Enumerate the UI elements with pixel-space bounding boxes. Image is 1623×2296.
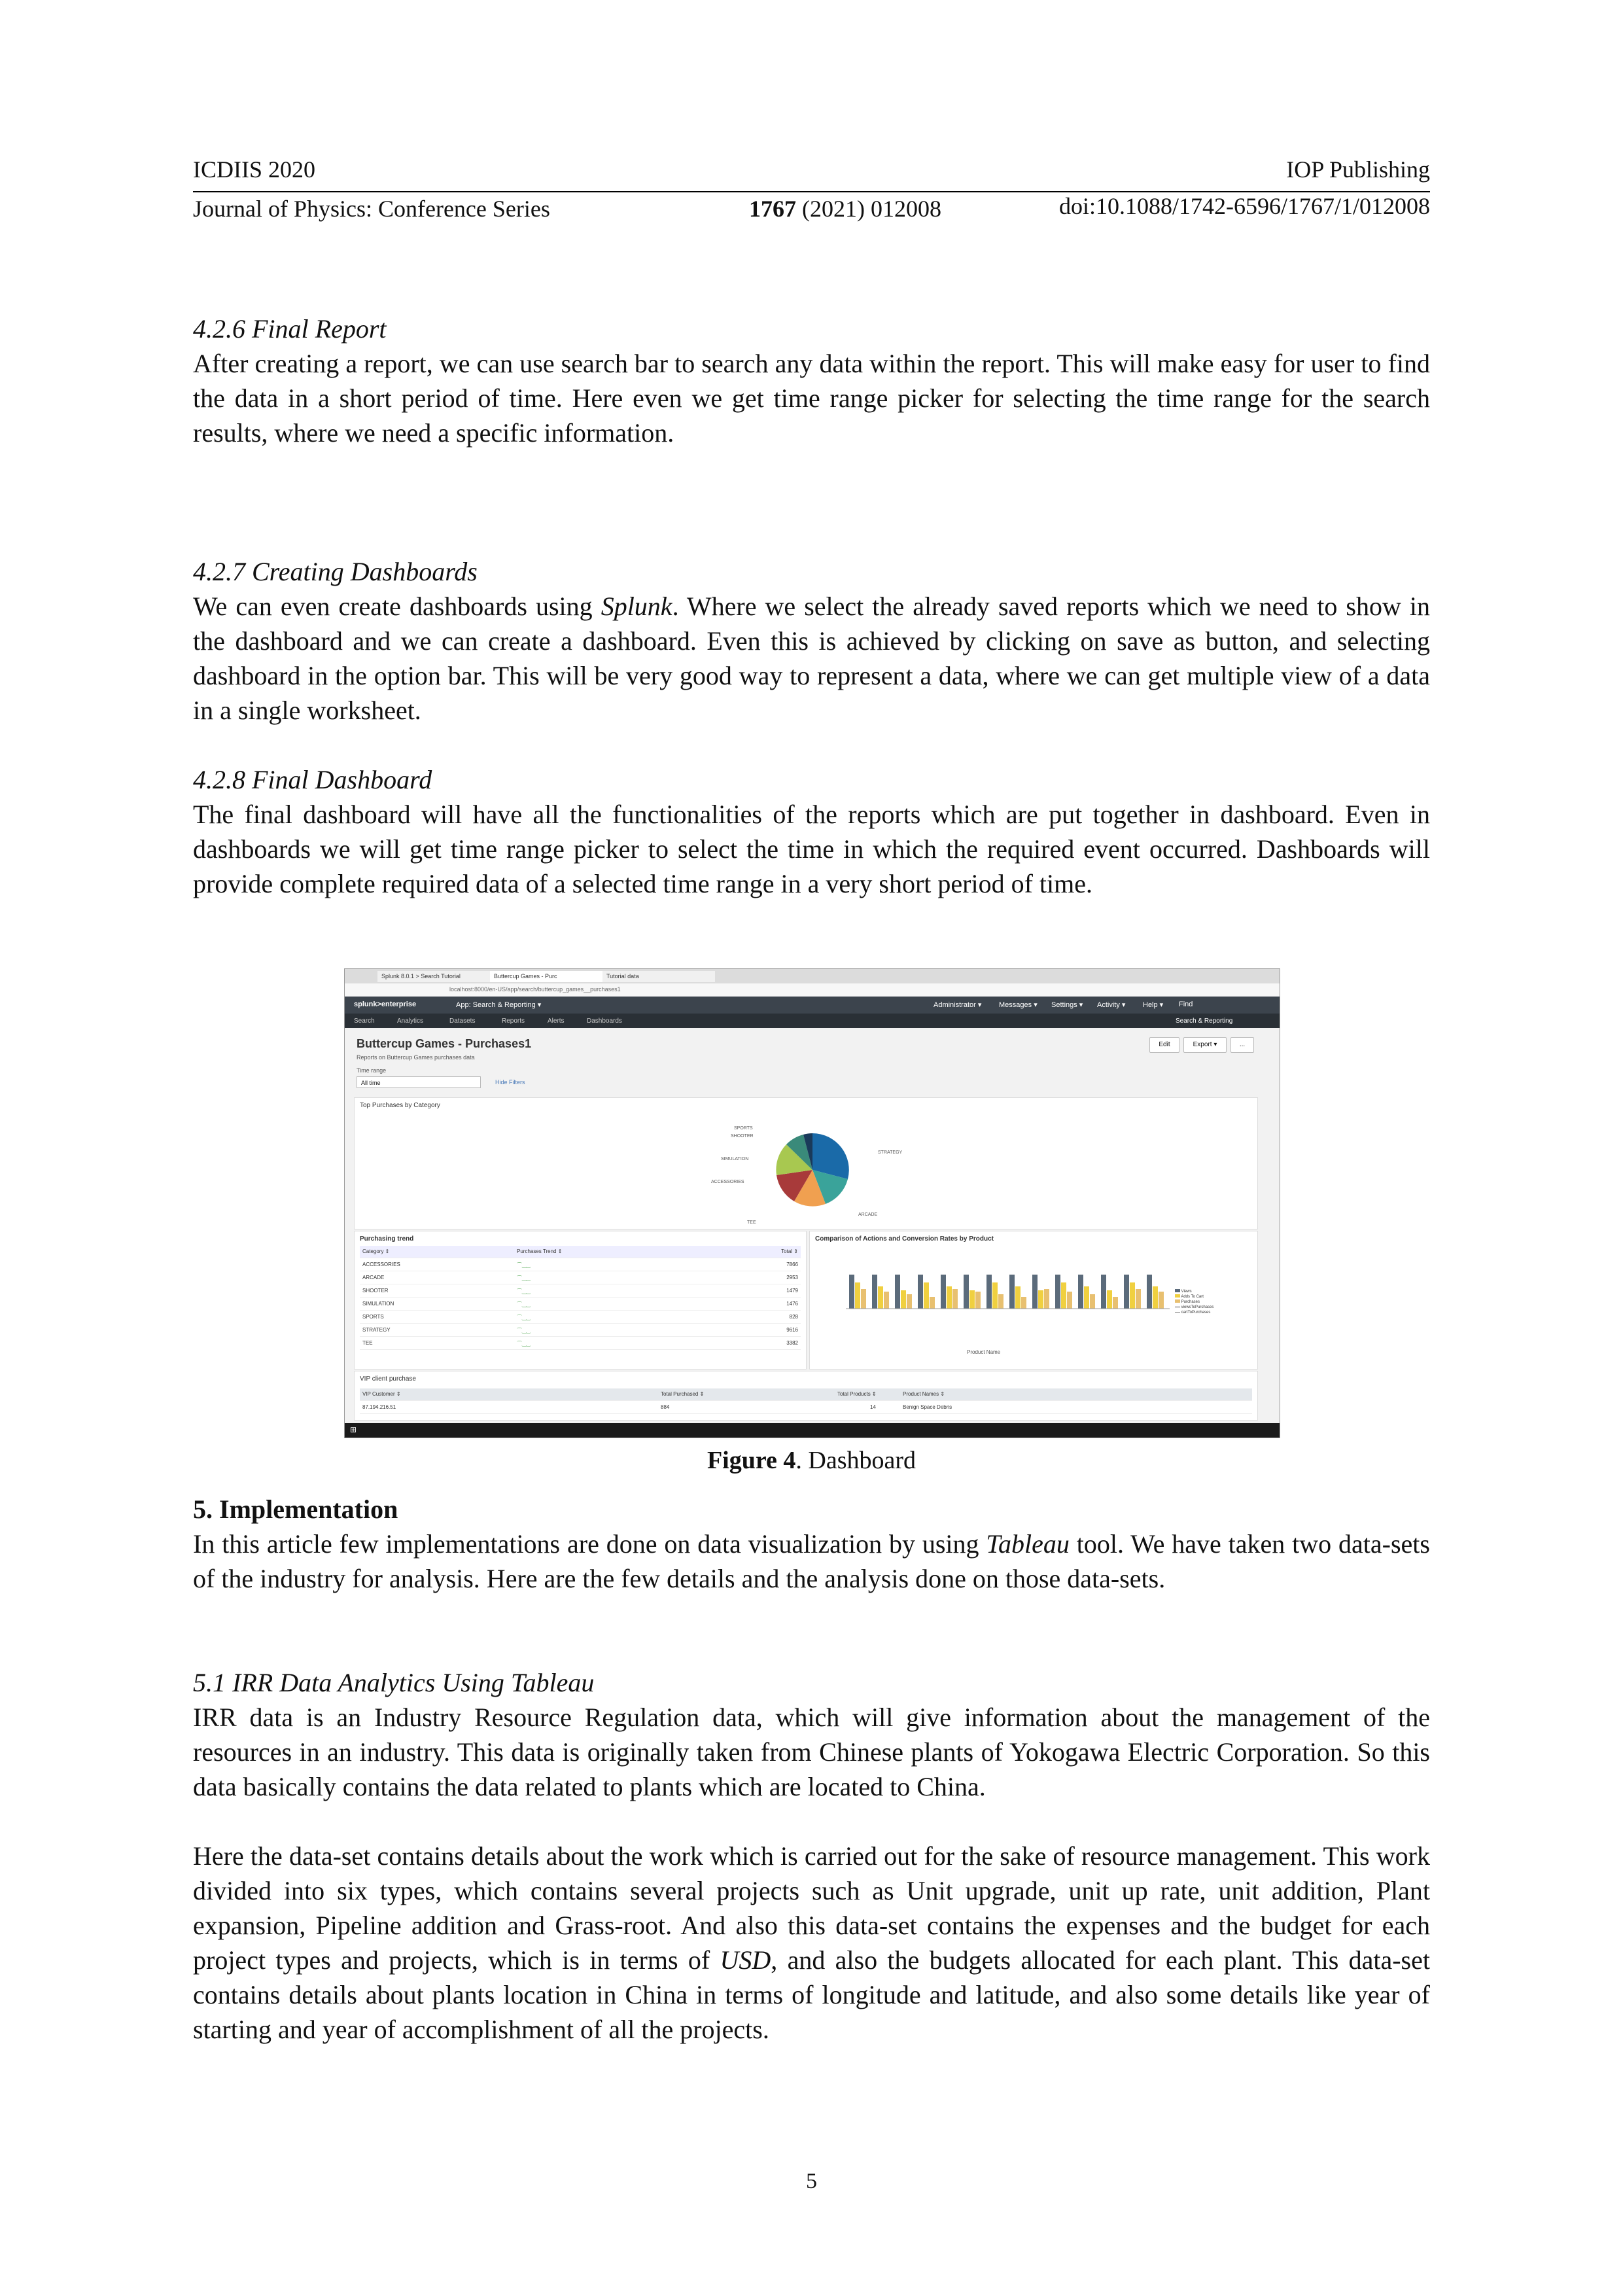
sparkline-icon: ⌒‿‿	[517, 1301, 531, 1307]
bar	[969, 1290, 975, 1309]
admin-menu[interactable]: Administrator ▾	[934, 1001, 982, 1009]
os-taskbar	[345, 1423, 1280, 1438]
pie-label: SIMULATION	[721, 1157, 749, 1161]
panel-title: VIP client purchase	[360, 1375, 416, 1383]
conference-name: ICDIIS 2020	[193, 156, 315, 183]
legend-swatch	[1175, 1299, 1180, 1303]
bar	[947, 1286, 952, 1309]
text-run: . Where we select the already saved reports which we need to show in the dashboard and we can create a dashboard. Even this is achieved by clicking on save as button, and selecting dashboard in the option bar. This will be very good way to represent a data, where we can get multiple view of a data in a single worksheet.	[193, 592, 1430, 725]
text-run: tool. We have taken two data-sets of the industry for analysis. Here are the few details and the analysis done on those data-sets.	[193, 1529, 1430, 1593]
panel-title: Top Purchases by Category	[360, 1102, 440, 1109]
bar	[1130, 1282, 1135, 1309]
legend-item	[1175, 1289, 1213, 1294]
bar	[998, 1294, 1003, 1309]
browser-tab[interactable]: Buttercup Games - Purc	[490, 971, 602, 982]
nav-analytics[interactable]: Analytics	[397, 1017, 424, 1025]
bar	[907, 1294, 912, 1309]
pie-label: SPORTS	[734, 1126, 753, 1131]
bar	[1021, 1297, 1026, 1309]
export-button[interactable]: Export ▾	[1183, 1037, 1227, 1053]
pie-label: STRATEGY	[878, 1150, 903, 1155]
total-cell: 1476	[786, 1301, 798, 1307]
bar	[1101, 1275, 1106, 1309]
table-row	[360, 1337, 801, 1350]
pie-label: ACCESSORIES	[711, 1180, 744, 1184]
address-bar[interactable]	[345, 983, 1280, 997]
pie-label: ARCADE	[858, 1212, 878, 1217]
messages-menu[interactable]: Messages ▾	[999, 1001, 1038, 1009]
total-products-cell: 14	[870, 1404, 876, 1410]
bar	[1078, 1275, 1083, 1309]
column-header[interactable]: Product Names ⇕	[903, 1391, 945, 1397]
dashboard-title: Buttercup Games - Purchases1	[357, 1037, 532, 1050]
column-header[interactable]: VIP Customer ⇕	[362, 1391, 401, 1397]
table-row	[360, 1298, 801, 1311]
bar	[1090, 1294, 1095, 1309]
nav-alerts[interactable]: Alerts	[548, 1017, 565, 1025]
column-header[interactable]: Category ⇕	[362, 1248, 390, 1254]
sparkline-icon: ⌒‿‿	[517, 1288, 531, 1294]
legend-label: Views	[1181, 1290, 1192, 1294]
bar	[1015, 1286, 1021, 1309]
section-4-2-6	[193, 311, 1430, 450]
column-header[interactable]: Purchases Trend ⇕	[517, 1248, 563, 1254]
bar	[1038, 1290, 1043, 1309]
legend-swatch	[1175, 1294, 1180, 1298]
section-4-2-8	[193, 762, 1430, 901]
bar	[1159, 1292, 1164, 1309]
table-row	[360, 1272, 801, 1284]
bar	[1107, 1290, 1112, 1309]
category-cell: ARCADE	[362, 1275, 385, 1280]
bar	[1044, 1289, 1049, 1309]
category-cell: SPORTS	[362, 1314, 384, 1320]
text-run: Here the data-set contains details about the work which is carried out for the sake of resource management. This work divided into six types, which contains several projects such as Unit upgrade, unit up rate, unit addition, Plant expansion, Pipeline addition and Grass-root. And also this data-set contains the expenses and the budget for each project types and projects, which is in terms of	[193, 1841, 1430, 1975]
windows-start-icon[interactable]: ⊞	[350, 1425, 357, 1434]
section-5-1	[193, 1665, 1430, 2047]
table-row	[360, 1285, 801, 1298]
panel-title: Purchasing trend	[360, 1235, 414, 1243]
more-button[interactable]: ...	[1230, 1037, 1254, 1053]
bar	[884, 1292, 889, 1309]
legend-item	[1175, 1294, 1213, 1299]
category-cell: ACCESSORIES	[362, 1262, 400, 1267]
sparkline-icon: ⌒‿‿	[517, 1262, 531, 1268]
bar	[952, 1289, 958, 1309]
paragraph: After creating a report, we can use search bar to search any data within the report. This will make easy for user to find the data in a short period of time. Here even we get time range picker for selecting the time range for the search results, where we need a specific information.	[193, 349, 1430, 448]
column-header[interactable]: Total Products ⇕	[837, 1391, 877, 1397]
emphasis: USD	[720, 1945, 771, 1975]
time-range-picker[interactable]: All time	[357, 1076, 481, 1088]
running-header-top	[193, 156, 1430, 185]
x-axis-label: Product Name	[967, 1349, 1001, 1355]
total-cell: 3382	[786, 1340, 798, 1346]
trend-panel	[354, 1231, 807, 1369]
pie-panel	[354, 1097, 1258, 1229]
time-range-label: Time range	[357, 1067, 387, 1074]
table-header	[360, 1388, 1252, 1401]
text-run: We can even create dashboards using	[193, 592, 601, 621]
section-title: 4.2.7 Creating Dashboards	[193, 557, 478, 586]
bar	[992, 1282, 998, 1309]
bar	[1136, 1289, 1141, 1309]
total-cell: 7866	[786, 1262, 798, 1267]
sparkline-icon: ⌒‿‿	[517, 1328, 531, 1333]
splunk-top-bar	[345, 997, 1280, 1014]
legend-label: Adds To Cart	[1181, 1295, 1204, 1299]
app-menu[interactable]: App: Search & Reporting ▾	[456, 1001, 542, 1009]
edit-button[interactable]: Edit	[1149, 1037, 1179, 1053]
section-title: 5.1 IRR Data Analytics Using Tableau	[193, 1668, 595, 1697]
emphasis: Splunk	[601, 592, 672, 621]
paragraph	[193, 1839, 1430, 2047]
bar	[901, 1290, 906, 1309]
bar	[1009, 1275, 1015, 1309]
sparkline-icon: ⌒‿‿	[517, 1315, 531, 1320]
total-cell: 1479	[786, 1288, 798, 1294]
section-4-2-7	[193, 554, 1430, 728]
settings-menu[interactable]: Settings ▾	[1051, 1001, 1083, 1009]
pie-label: SHOOTER	[731, 1134, 754, 1139]
bar	[849, 1275, 854, 1309]
url-text: localhost:8000/en-US/app/search/buttercup_games__purchases1	[449, 986, 621, 993]
app-nav-bar	[345, 1014, 1280, 1028]
legend-label: Purchases	[1181, 1300, 1200, 1304]
table-row	[360, 1324, 801, 1337]
nav-datasets[interactable]: Datasets	[449, 1017, 476, 1025]
bar	[861, 1289, 866, 1309]
total-cell: 9616	[786, 1327, 798, 1333]
paragraph	[193, 1527, 1430, 1596]
bar	[872, 1275, 877, 1309]
bar	[878, 1286, 883, 1309]
legend-swatch	[1175, 1289, 1180, 1292]
dashboard-screenshot	[344, 968, 1280, 1438]
paragraph: IRR data is an Industry Resource Regulation data, which will give information about the management of the resources in an industry. This data is originally taken from Chinese plants of Yokogawa Electric Corporation. So this data basically contains the data related to plants which are located to China.	[193, 1703, 1430, 1801]
doi: doi:10.1088/1742-6596/1767/1/012008	[1059, 193, 1430, 219]
paragraph	[193, 589, 1430, 728]
publisher-name: IOP Publishing	[1286, 156, 1430, 183]
section-5	[193, 1492, 1430, 1596]
section-title: 4.2.8 Final Dashboard	[193, 765, 432, 794]
year-article: (2021) 012008	[802, 196, 941, 222]
legend-item	[1175, 1305, 1213, 1310]
activity-menu[interactable]: Activity ▾	[1097, 1001, 1126, 1009]
legend-item	[1175, 1299, 1213, 1305]
page-number: 5	[806, 2169, 817, 2193]
nav-reports[interactable]: Reports	[502, 1017, 525, 1025]
bar	[918, 1275, 923, 1309]
paragraph: The final dashboard will have all the functionalities of the reports which are put together in dashboard. Even in dashboards we will get time range picker to select the time in which the required event occurred. Dashboards will provide complete required data of a selected time range in a very short period of time.	[193, 800, 1430, 898]
table-row	[360, 1311, 801, 1324]
vip-customer-cell: 87.194.216.51	[362, 1404, 396, 1410]
column-header[interactable]: Total ⇕	[781, 1248, 798, 1254]
help-menu[interactable]: Help ▾	[1143, 1001, 1164, 1009]
section-title: 5. Implementation	[193, 1494, 398, 1524]
hide-filters-link[interactable]: Hide Filters	[495, 1079, 525, 1086]
column-header[interactable]: Total Purchased ⇕	[661, 1391, 705, 1397]
bar	[1124, 1275, 1129, 1309]
pie-chart	[355, 1098, 1257, 1229]
text-run: , and also the budgets allocated for each plant. This data-set contains details about plants location in China in terms of longitude and latitude, and also some details like year of starting and year of accomplishment of all the projects.	[193, 1945, 1430, 2044]
legend-label: viewsToPurchases	[1181, 1305, 1214, 1309]
bar	[941, 1275, 946, 1309]
legend-item	[1175, 1310, 1213, 1315]
product-names-cell: Benign Space Debris	[903, 1404, 952, 1410]
bar	[1067, 1292, 1072, 1309]
bar	[930, 1297, 935, 1309]
nav-dashboards[interactable]: Dashboards	[587, 1017, 622, 1025]
caption-label: Figure 4	[707, 1447, 796, 1474]
find-field[interactable]: Find	[1179, 1000, 1193, 1008]
sparkline-icon: ⌒‿‿	[517, 1275, 531, 1281]
vip-panel	[354, 1371, 1258, 1421]
bar	[1147, 1275, 1152, 1309]
browser-tab[interactable]: Splunk 8.0.1 > Search Tutorial	[377, 971, 490, 982]
browser-tab[interactable]: Tutorial data	[602, 971, 715, 982]
section-title: 4.2.6 Final Report	[193, 314, 387, 344]
app-name[interactable]: Search & Reporting	[1176, 1017, 1233, 1025]
nav-search[interactable]: Search	[354, 1017, 375, 1025]
bar	[1113, 1297, 1118, 1309]
total-purchased-cell: 884	[661, 1404, 670, 1410]
bar	[1055, 1275, 1060, 1309]
bar	[1061, 1282, 1066, 1309]
splunk-logo[interactable]: splunk>enterprise	[354, 1000, 417, 1008]
chart-legend	[1175, 1289, 1213, 1315]
bar-panel	[809, 1231, 1258, 1369]
browser-tab-bar	[345, 969, 1280, 983]
category-cell: SHOOTER	[362, 1288, 389, 1294]
bar	[975, 1292, 981, 1309]
bar	[895, 1275, 900, 1309]
category-cell: TEE	[362, 1340, 373, 1346]
table-header	[360, 1246, 801, 1258]
bar	[1032, 1275, 1038, 1309]
bar	[924, 1282, 929, 1309]
dashboard-subtitle: Reports on Buttercup Games purchases data	[357, 1054, 475, 1061]
volume-number: 1767	[749, 196, 796, 222]
caption-text: . Dashboard	[795, 1447, 916, 1474]
emphasis: Tableau	[986, 1529, 1070, 1559]
table-row	[360, 1259, 801, 1271]
legend-swatch	[1175, 1312, 1180, 1313]
sparkline-icon: ⌒‿‿	[517, 1341, 531, 1347]
figure-caption	[0, 1446, 1623, 1475]
panel-title: Comparison of Actions and Conversion Rates by Product	[815, 1235, 994, 1243]
bar	[964, 1275, 969, 1309]
bar	[986, 1275, 992, 1309]
total-cell: 2953	[786, 1275, 798, 1280]
bar	[855, 1282, 860, 1309]
running-header-bottom	[193, 191, 1430, 228]
bar	[1084, 1286, 1089, 1309]
legend-label: cartToPurchases	[1181, 1311, 1211, 1315]
category-cell: STRATEGY	[362, 1327, 391, 1333]
table-row	[360, 1402, 1252, 1414]
volume-info	[749, 195, 941, 222]
pie-label: TEE	[747, 1220, 756, 1225]
bar	[1153, 1286, 1158, 1309]
category-cell: SIMULATION	[362, 1301, 394, 1307]
journal-name: Journal of Physics: Conference Series	[193, 196, 550, 222]
total-cell: 828	[789, 1314, 798, 1320]
text-run: In this article few implementations are done on data visualization by using	[193, 1529, 986, 1559]
